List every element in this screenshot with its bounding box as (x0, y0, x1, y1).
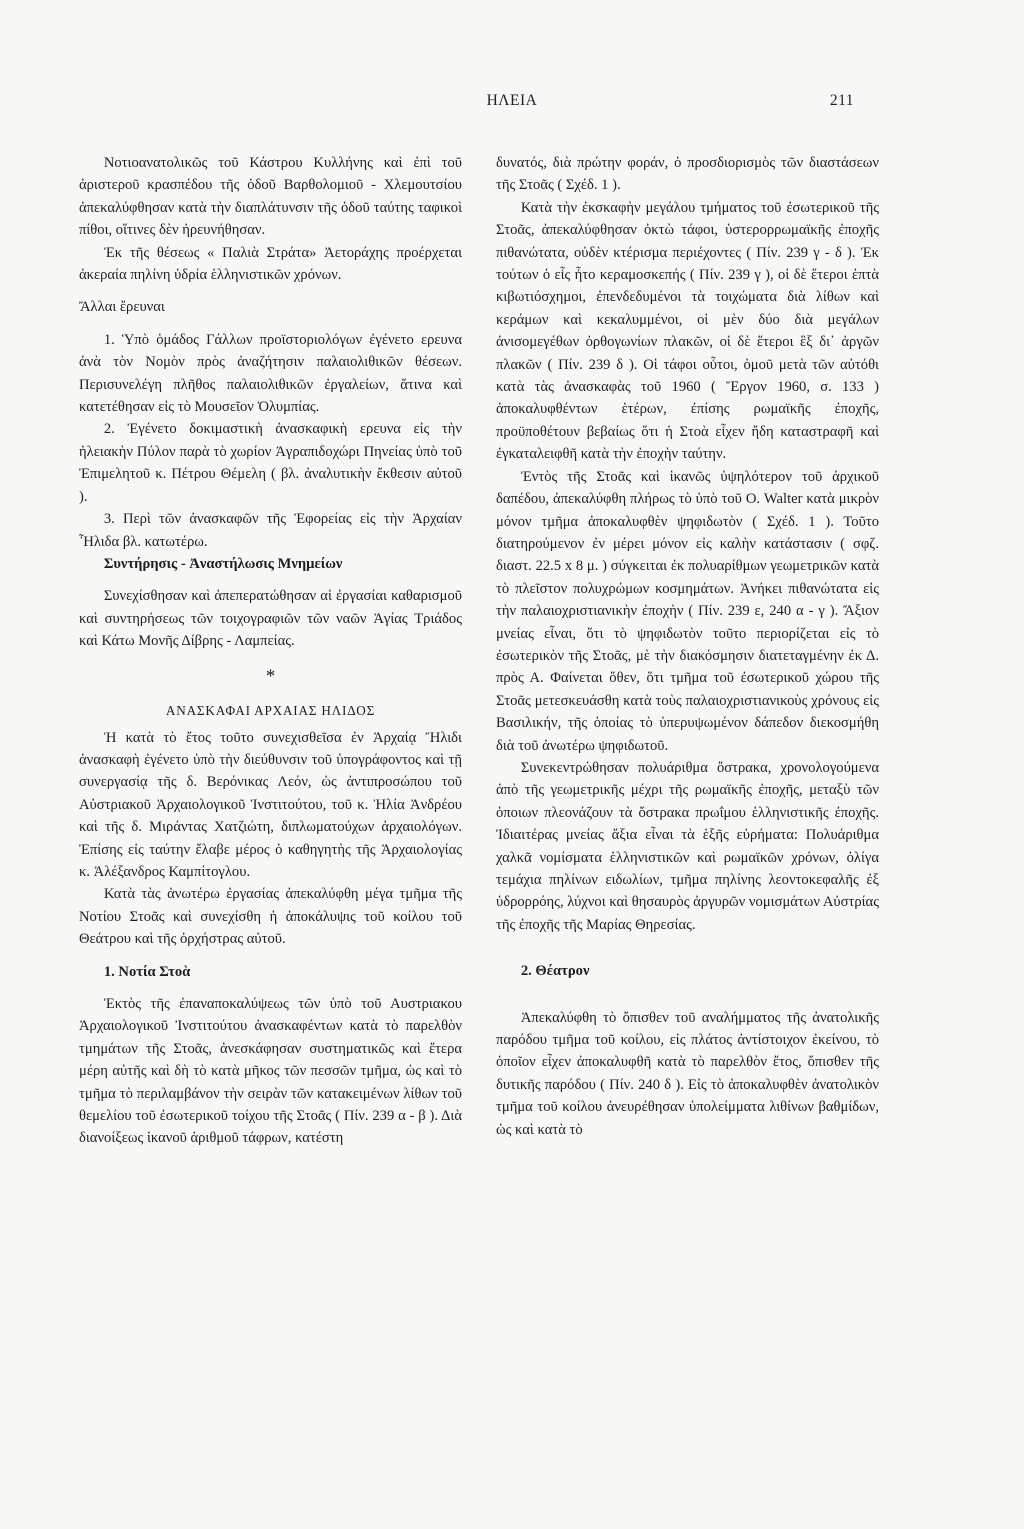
paragraph: Νοτιοανατολικῶς τοῦ Κάστρου Κυλλήνης καὶ ἐπὶ τοῦ ἀριστεροῦ κρασπέδου τῆς ὁδοῦ Βαρθολομιοῦ - Χλεμουτσίου ἀπεκαλύφθησαν κατὰ τὴν διαπλάτυνσιν τῆς ὁδοῦ ταύτης ταφικοὶ πίθοι, οἵτινες δὲν ἠρευνήθησαν. (79, 155, 462, 239)
section-heading-theatre: 2. Θέατρον (520, 963, 590, 980)
right-column (496, 152, 879, 1141)
running-head (0, 92, 1024, 112)
page-number: 211 (829, 92, 854, 109)
paragraph: Ἡ κατὰ τὸ ἔτος τοῦτο συνεχισθεῖσα ἐν Ἀρχαίᾳ Ἤλιδι ἀνασκαφὴ ἐγένετο ὑπὸ τὴν διεύθυνσιν τοῦ ὑπογράφοντος καὶ τῇ συνεργασίᾳ τῆς δ. Βερόνικας Λεόν, ὡς ἀντιπροσώπου τοῦ Αὐστριακοῦ Ἀρχαιολογικοῦ Ἰνστιτούτου, τοῦ κ. Ἠλία Ἀνδρέου καὶ τῆς δ. Μιράντας Χατζιώτη, διπλωματούχων ἀρχαιολόγων. Ἐπίσης εἰς ταύτην ἔλαβε μέρος ὁ καθηγητὴς τῆς Ἀρχαιολογίας κ. Ἀλέξανδρος Καμπίτογλου. (79, 729, 462, 880)
running-title: ΗΛΕΙΑ (486, 92, 538, 109)
section-heading-excavations: ΑΝΑΣΚΑΦΑΙ ΑΡΧΑΙΑΣ ΗΛΙΔΟΣ (165, 702, 376, 718)
paragraph: 2. Ἐγένετο δοκιμαστικὴ ἀνασκαφικὴ ερευνα εἰς τὴν ἠλειακὴν Πύλον παρὰ τὸ χωρίον Ἀγραπιδοχώρι Πηνείας ὑπὸ τοῦ Ἐπιμελητοῦ κ. Πέτρου Θέμελη ( βλ. ἀναλυτικὴν ἔκθεσιν αὐτοῦ ). (79, 421, 462, 505)
section-heading-conservation: Συντήρησις - Ἀναστήλωσις Μνημείων (103, 555, 343, 572)
section-separator-asterisk: * (265, 665, 276, 687)
paragraph: 1. Ὑπὸ ὁμάδος Γάλλων προϊστοριολόγων ἐγένετο ερευνα ἀνὰ τὸν Νομὸν πρὸς ἀναζήτησιν παλαιολιθικῶν θέσεων. Περισυνελέγη πλῆθος παλαιολιθικῶν ἐργαλείων, ἅτινα καὶ κατετέθησαν εἰς τὸ Μουσεῖον Ὀλυμπίας. (79, 331, 462, 416)
paragraph: δυνατός, διὰ πρώτην φοράν, ὁ προσδιορισμὸς τῶν διαστάσεων τῆς Στοᾶς ( Σχέδ. 1 ). (496, 155, 879, 194)
left-column (79, 152, 462, 1150)
paragraph: Ἀπεκαλύφθη τὸ ὄπισθεν τοῦ αναλήμματος τῆς ἀνατολικῆς παρόδου τμῆμα τοῦ κοίλου, εἰς πλάτος ἀντίστοιχον ἐκείνου, τὸ ὁποῖον εἶχεν ἀποκαλυφθῆ κατὰ τὸ παρελθὸν ἔτος, ὄπισθεν τῆς δυτικῆς παρόδου ( Πίν. 240 δ ). Εἰς τὸ ἀποκαλυφθὲν ἀνατολικὸν τμῆμα τοῦ κοίλου ἀνευρέθησαν ὑπολείμματα λιθίνων βαθμίδων, ὡς καὶ κατὰ τὸ (496, 1009, 879, 1138)
paragraph: Ἐκτὸς τῆς ἐπαναποκαλύψεως τῶν ὑπὸ τοῦ Αυστριακου Ἀρχαιολογικοῦ Ἰνστιτούτου ἀνασκαφέντων κατὰ τὸ παρελθὸν τμημάτων τῆς Στοᾶς, ἀνεσκάφησαν συστηματικῶς καὶ ἕτερα μέρη αὐτῆς καὶ δὴ τὸ κατὰ μῆκος τῶν πεσσῶν τμῆμα, ὡς καὶ τὸ τμῆμα τὸ περιλαμβάνον τὴν σειρὰν τῶν κατακειμένων λίθων τοῦ θεμελίου τοῦ ἐσωτερικοῦ τοίχου τῆς Στοᾶς ( Πίν. 239 α - β ). Διὰ διανοίξεως ἱκανοῦ ἀριθμοῦ τάφρων, κατέστη (79, 996, 462, 1147)
paragraph: Συνεχίσθησαν καὶ ἀπεπερατώθησαν αἱ ἐργασίαι καθαρισμοῦ καὶ συντηρήσεως τῶν τοιχογραφιῶν τῶν ναῶν Ἁγίας Τριάδος καὶ Κάτω Μονῆς Δίβρης - Λαμπείας. (79, 588, 462, 650)
paragraph: 3. Περὶ τῶν ἀνασκαφῶν τῆς Ἐφορείας εἰς τὴν Ἀρχαίαν Ἦλιδα βλ. κατωτέρω. (79, 511, 462, 550)
paragraph: Συνεκεντρώθησαν πολυάριθμα ὄστρακα, χρονολογούμενα ἀπὸ τῆς γεωμετρικῆς μέχρι τῆς ρωμαϊκῆς ἐποχῆς, μεταξὺ τῶν ὁποιων πλεονάζουν τὰ ὄστρακα πρωΐμου ἑλληνιστικῆς ἐποχῆς. Ἰδιαιτέρας μνείας ἄξια εἶναι τὰ ἑξῆς εὑρήματα: Πολυάριθμα χαλκᾶ νομίσματα ἑλληνιστικῶν καὶ ρωμαϊκῶν χρόνων, ὀλίγα τεμάχια πηλίνων ειδωλίων, τμῆμα πηλίνης λεοντοκεφαλῆς ἐξ ὑδρορρόης, λύχνοι καὶ θησαυρὸς ἀργυρῶν νομισμάτων Αὐστρίας τῆς ἐποχῆς τῆς Μαρίας Θηρεσίας. (496, 759, 879, 933)
paragraph: Κατὰ τὰς ἀνωτέρω ἐργασίας ἀπεκαλύφθη μέγα τμῆμα τῆς Νοτίου Στοᾶς καὶ συνεχίσθη ἡ ἀποκάλυψις τοῦ κοίλου τοῦ Θεάτρου καὶ τῆς ὀρχήστρας αὐτοῦ. (79, 886, 462, 948)
paragraph: Ἐκ τῆς θέσεως « Παλιὰ Στράτα» Ἀετοράχης προέρχεται ἀκεραία πηλίνη ὑδρία ἑλληνιστικῶν χρόνων. (79, 244, 462, 284)
subheading-other-research: Ἄλλαι ἔρευναι (79, 299, 165, 316)
paragraph: Ἐντὸς τῆς Στοᾶς καὶ ἱκανῶς ὑψηλότερον τοῦ ἀρχικοῦ δαπέδου, ἀπεκαλύφθη πλήρως τὸ ὑπὸ τοῦ Ο. Walter κατὰ μικρὸν μόνον τμῆμα ἀποκαλυφθὲν ψηφιδωτὸν ( Σχέδ. 1 ). Τοῦτο διατηρούμενον ἐν μέρει μόνον εἰς καλὴν κατάστασιν ( σφζ. διαστ. 22.5 x 8 μ. ) σύγκειται ἐκ πολυαρίθμων γεωμετρικῶν κατὰ τὸ πλεῖστον πολυχρώμων κοσμημάτων. Ἀνήκει πιθανώτατα εἰς τὴν παλαιοχριστιανικὴν ἐποχὴν ( Πίν. 239 ε, 240 α - γ ). Ἄξιον μνείας εἶναι, ὅτι τὸ ψηφιδωτὸν τοῦτο περιορίζεται εἰς τὸ ἐσωτερικὸν τῆς Στοᾶς, μὲ τὴν διακόσμησιν διατεταγμένην ἐκ Δ. πρὸς Α. Φαίνεται ὅθεν, ὅτι τμῆμα τοῦ ἐσωτερικοῦ χώρου τῆς Στοᾶς μετεσκευάσθη κατὰ τοὺς παλαιοχριστιανικοὺς χρόνους εἰς Βασιλικήν, τῆς ὁποίας τὸ ὑπερυψωμένον δάπεδον διεκοσμήθη διὰ τοῦ ἀνωτέρω ψηφιδωτοῦ. (496, 468, 879, 754)
section-heading-south-stoa: 1. Νοτία Στοὰ (103, 963, 191, 980)
paragraph: Κατὰ τὴν ἐκσκαφὴν μεγάλου τμήματος τοῦ ἐσωτερικοῦ τῆς Στοᾶς, ἀπεκαλύφθησαν ὀκτὼ τάφοι, ὑστερορρωμαϊκῆς ἐποχῆς πιθανώτατα, οὐδὲν κτέρισμα περιέχοντες ( Πίν. 239 γ - δ ). Ἐκ τούτων ὁ εἷς ἦτο κεραμοσκεπής ( Πίν. 239 γ ), οἱ δὲ ἕτεροι ἑπτὰ κιβωτιόσχημοι, ἐπενδεδυμένοι τὰ τοιχώματα διὰ λίθων καὶ κεράμων καὶ κεκαλυμμένοι, οἱ μὲν δύο διὰ μεγάλων ἀνισομεγέθων ὀρθογωνίων πλακῶν, οἱ δὲ ἕτεροι ἓξ δι᾽ ἀργῶν πλακῶν ( Πίν. 239 δ ). Οἱ τάφοι οὗτοι, ὁμοῦ μετὰ τῶν αὐτόθι κατὰ τὰς ἀνασκαφὰς τοῦ 1960 ( Ἔργον 1960, σ. 133 ) ἀποκαλυφθέντων ἑτέρων, ἐπίσης ρωμαϊκῆς ἐποχῆς, προϋποθέτουν βεβαίως ὅτι ἡ Στοὰ εἶχεν ἤδη καταστραφῆ καὶ ἐγκαταλειφθῆ κατὰ τὴν ἐποχὴν ταύτην. (496, 199, 879, 463)
